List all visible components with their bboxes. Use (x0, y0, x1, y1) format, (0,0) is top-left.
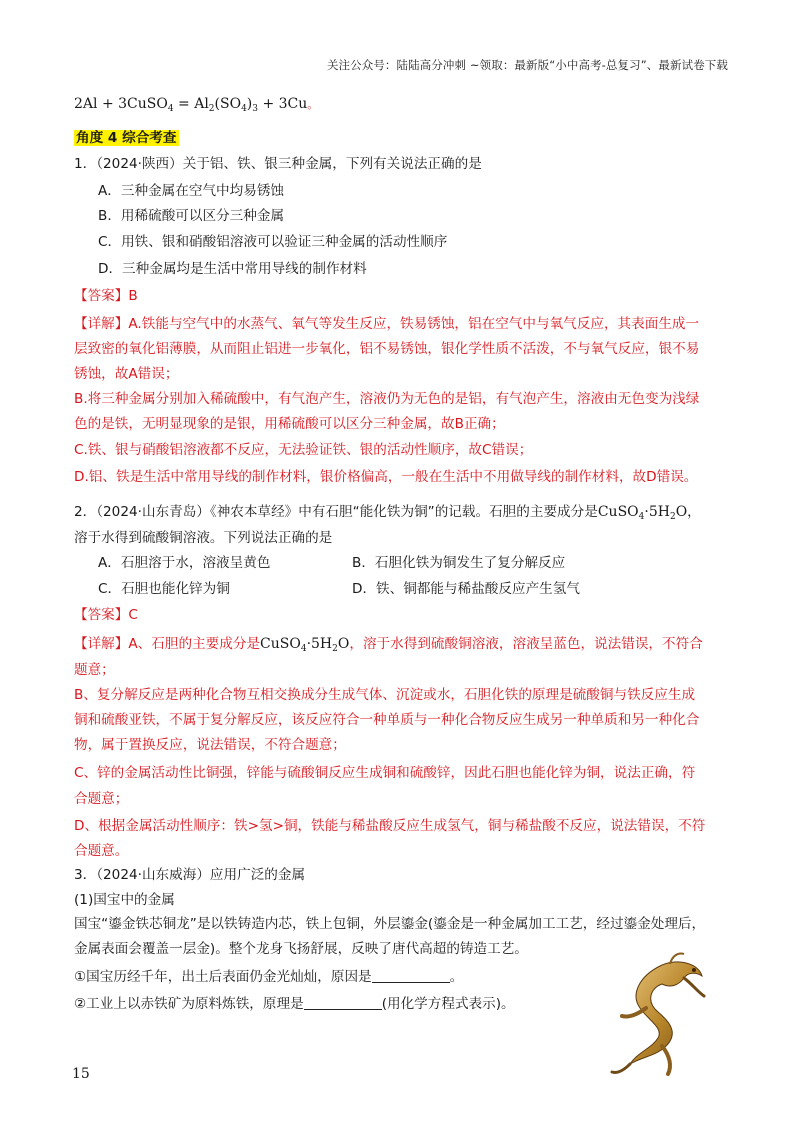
q1-option-a: A．三种金属在空气中均易锈蚀 (98, 183, 285, 199)
q1-option-b: B．用稀硫酸可以区分三种金属 (98, 208, 285, 224)
f-sub: 2 (669, 512, 676, 522)
q3-item-text: (用化学方程式表示)。 (381, 996, 515, 1012)
q3-item-text: 。 (449, 969, 464, 985)
q2-option-c: C．石胆也能化锌为铜 (98, 581, 230, 597)
f-sub: 4 (300, 644, 307, 654)
eq-part: 2Al + 3CuSO (74, 96, 168, 112)
q3-stem: 3．（2024·山东威海）应用广泛的金属 (74, 867, 306, 883)
q2-detail-line: 合题意； (74, 791, 129, 807)
q2-detail-first (74, 634, 703, 659)
q2-detail-line: 合题意。 (74, 843, 129, 859)
f-part: CuSO (597, 504, 639, 520)
q3-item-1 (74, 967, 463, 987)
q1-stem: 1．（2024·陕西）关于铝、铁、银三种金属，下列有关说法正确的是 (74, 156, 482, 172)
q2-option-d: D．铁、铜都能与稀盐酸反应产生氢气 (352, 581, 580, 597)
q2-formula (598, 504, 687, 520)
q1-detail-line: 色的是铁，无明显现象的是银，用稀硫酸可以区分三种金属，故B正确； (74, 416, 505, 432)
q1-option-d: D．三种金属均是生活中常用导线的制作材料 (98, 261, 367, 277)
answer-blank[interactable] (372, 968, 450, 983)
q2-detail-line: B、复分解反应是两种化合物互相交换成分生成气体、沉淀或水，石胆化铁的原理是硫酸铜与铁反应生成 (74, 687, 696, 703)
page-number: 15 (72, 1066, 90, 1082)
q2-detail-text: 【详解】A、石胆的主要成分是 (74, 636, 261, 652)
q2-detail-line: 物，属于置换反应，说法错误，不符合题意； (74, 737, 346, 753)
q2-detail-line: 题意； (74, 662, 115, 678)
q2-option-a: A．石胆溶于水，溶液呈黄色 (98, 555, 271, 571)
q2-detail-line: C、锌的金属活动性比铜强，锌能与硫酸铜反应生成铜和硫酸锌，因此石胆也能化锌为铜，说法正确，符 (74, 765, 696, 781)
q2-stem-end: ， (687, 504, 701, 520)
section-title: 角度 4 综合考查 (76, 130, 177, 146)
f-sub: 4 (638, 512, 645, 522)
q2-detail-line: D、根据金属活动性顺序：铁>氢>铜，铁能与稀盐酸反应生成氢气，铜与稀盐酸不反应，说法错误，不符 (74, 818, 706, 834)
f-part: CuSO (260, 636, 301, 652)
q2-detail-text: ，溶于水得到硫酸铜溶液，溶液呈蓝色，说法错误，不符合 (349, 636, 703, 652)
q3-paragraph-line: 国宝“鎏金铁芯铜龙”是以铁铸造内芯，铁上包铜，外层鎏金(鎏金是一种金属加工工艺，经过鎏金处理后， (74, 916, 706, 932)
eq-sub: 4 (241, 104, 247, 114)
q1-detail-line: 【详解】A.铁能与空气中的水蒸气、氧气等发生反应，铁易锈蚀，铝在空气中与氧气反应，其表面生成一 (74, 316, 700, 332)
q2-stem (74, 502, 701, 527)
reaction-equation (74, 94, 318, 119)
f-part: ·5H (644, 504, 670, 520)
eq-part: = Al (173, 96, 209, 112)
q1-option-c: C．用铁、银和硝酸铝溶液可以验证三种金属的活动性顺序 (98, 234, 448, 250)
eq-part: + 3Cu (258, 96, 308, 112)
eq-part: (SO (214, 96, 242, 112)
q2-detail-line: 铜和硫酸亚铁，不属于复分解反应，该反应符合一种单质与一种化合物反应生成另一种单质和另一种化合 (74, 712, 700, 728)
eq-part: ) (246, 96, 253, 112)
q3-item-text: ②工业上以赤铁矿为原料炼铁，原理是 (74, 996, 304, 1012)
eq-sub: 4 (167, 104, 174, 114)
q2-detail-formula (260, 636, 349, 652)
f-part: O (337, 636, 350, 652)
q2-stem-line2: 溶于水得到硫酸铜溶液。下列说法正确的是 (74, 530, 333, 546)
answer-blank[interactable] (304, 995, 382, 1010)
q2-stem-text: 2．（2024·山东青岛）《神农本草经》中有石胆“能化铁为铜”的记载。石胆的主要成分是 (74, 504, 598, 520)
section-heading (74, 128, 179, 148)
q3-item-text: ①国宝历经千年，出土后表面仍金光灿灿，原因是 (74, 969, 372, 985)
q2-option-b: B．石胆化铁为铜发生了复分解反应 (352, 555, 566, 571)
q1-detail-line: 层致密的氧化铝薄膜，从而阻止铝进一步氧化，铝不易锈蚀，银化学性质不活泼，不与氧气反应，银不易 (74, 341, 700, 357)
q3-item-2 (74, 994, 515, 1014)
eq-sub: 3 (252, 104, 258, 114)
f-part: O (675, 504, 688, 520)
q1-detail-line: 锈蚀，故A错误； (74, 366, 179, 382)
f-part: ·5H (306, 636, 333, 652)
q3-paragraph-line: 金属表面会覆盖一层金)。整个龙身飞扬舒展，反映了唐代高超的铸造工艺。 (74, 941, 528, 957)
q1-detail-line: D.铝、铁是生活中常用导线的制作材料，银价格偏高，一般在生活中不用做导线的制作材料，故D错误。 (74, 469, 698, 485)
f-sub: 2 (332, 644, 338, 654)
q3-subtitle: (1)国宝中的金属 (74, 892, 175, 908)
page-header: 关注公众号：陆陆高分冲刺 ~领取：最新版“小中高考-总复习”、最新试卷下载 (326, 58, 728, 72)
eq-end: 。 (307, 98, 319, 111)
q2-answer: 【答案】C (74, 607, 138, 623)
q1-detail-line: C.铁、银与硝酸铝溶液都不反应，无法验证铁、银的活动性顺序，故C错误； (74, 442, 533, 458)
q1-detail-line: B.将三种金属分别加入稀硫酸中，有气泡产生，溶液仍为无色的是铝，有气泡产生，溶液由无色变为浅绿 (74, 391, 700, 407)
eq-sub: 2 (208, 104, 215, 114)
gilded-dragon-image (600, 948, 712, 1080)
q1-answer: 【答案】B (74, 288, 138, 304)
